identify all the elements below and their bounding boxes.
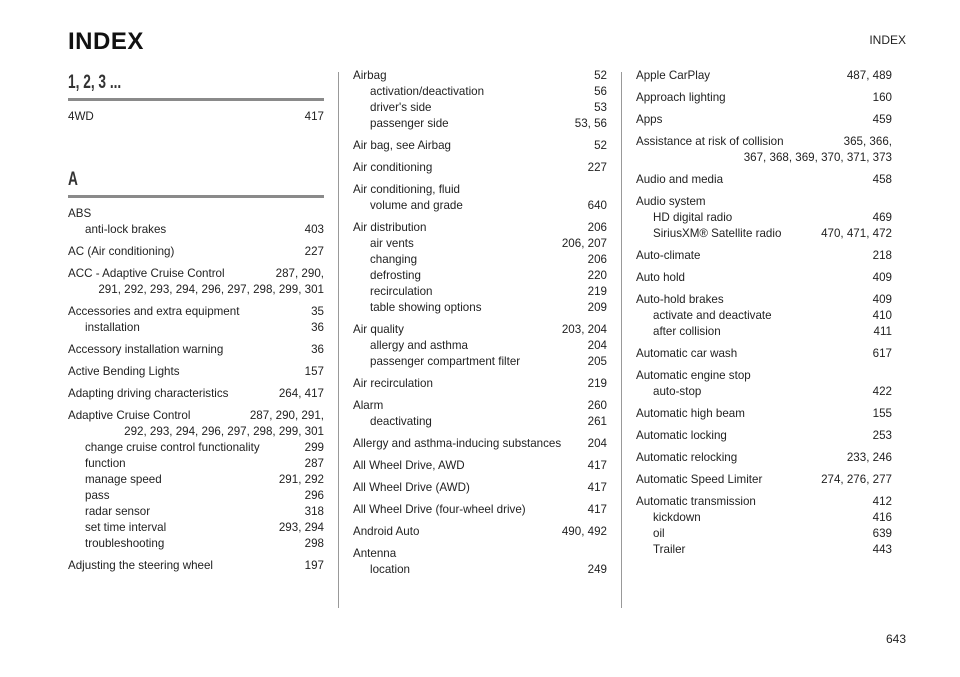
entry-term: passenger side [370, 117, 449, 130]
entry-term: Active Bending Lights [68, 365, 180, 378]
entry-pages: 233, 246 [846, 451, 892, 464]
page-number: 643 [885, 632, 906, 646]
index-entry [68, 364, 324, 380]
index-entry [636, 406, 892, 422]
index-entry [353, 376, 607, 392]
entry-term: Adaptive Cruise Control [68, 409, 191, 422]
entry-term: installation [85, 321, 140, 334]
index-entry [636, 194, 892, 242]
entry-pages: 209 [587, 301, 607, 314]
entry-term: Automatic car wash [636, 347, 738, 360]
entry-pages: 219 [587, 285, 607, 298]
entry-term: Audio and media [636, 173, 724, 186]
entry-pages: 417 [304, 110, 324, 123]
index-entry [353, 458, 607, 474]
entry-pages: 422 [872, 385, 892, 398]
entry-term: auto-stop [653, 385, 702, 398]
entry-term: location [370, 563, 410, 576]
index-entry [636, 450, 892, 466]
sub-entry [68, 320, 324, 336]
entry-term: radar sensor [85, 505, 151, 518]
entry-pages: 52 [594, 69, 607, 82]
sub-entry [636, 226, 892, 242]
entry-term: Alarm [353, 399, 384, 412]
entry-term: troubleshooting [85, 537, 165, 550]
entry-pages: 417 [587, 459, 607, 472]
index-entry [636, 68, 892, 84]
section-rule [68, 98, 324, 101]
index-entry [353, 398, 607, 430]
entry-pages: 458 [872, 173, 892, 186]
index-entry [353, 546, 607, 578]
entry-term: Adapting driving characteristics [68, 387, 229, 400]
section-heading-a: A [68, 169, 78, 190]
entry-pages: 220 [587, 269, 607, 282]
sub-entry [636, 510, 892, 526]
column-divider [621, 72, 622, 608]
entry-term: AC (Air conditioning) [68, 245, 175, 258]
entry-pages: 640 [587, 199, 607, 212]
sub-entry [68, 456, 324, 472]
index-entry [68, 342, 324, 358]
entry-pages: 293, 294 [278, 521, 324, 534]
entry-term: Allergy and asthma-inducing substances [353, 437, 562, 450]
entry-pages: 160 [872, 91, 892, 104]
entry-term: Accessory installation warning [68, 343, 224, 356]
index-entry [353, 68, 607, 132]
sub-entry [353, 284, 607, 300]
entry-pages: 53, 56 [574, 117, 607, 130]
entry-term: All Wheel Drive (AWD) [353, 481, 470, 494]
entry-term: Air recirculation [353, 377, 433, 390]
index-entry [636, 428, 892, 444]
entry-pages: 639 [872, 527, 892, 540]
column-divider [338, 72, 339, 608]
entry-term: HD digital radio [653, 211, 733, 224]
entry-pages: 417 [587, 503, 607, 516]
index-entry [353, 322, 607, 370]
entry-term: Adjusting the steering wheel [68, 559, 214, 572]
sub-entry [353, 414, 607, 430]
section-rule [68, 195, 324, 198]
entry-term: Accessories and extra equipment [68, 305, 240, 318]
index-entry [353, 220, 607, 316]
sub-entry [68, 520, 324, 536]
entry-term: Air conditioning, fluid [353, 183, 460, 196]
entry-pages: 204 [587, 339, 607, 352]
index-entry [636, 248, 892, 264]
index-entry [636, 494, 892, 558]
sub-entry [636, 308, 892, 324]
entry-pages: 205 [587, 355, 607, 368]
entry-pages-continued: 367, 368, 369, 370, 371, 373 [743, 151, 892, 164]
entry-term: Air quality [353, 323, 404, 336]
sub-entry [353, 300, 607, 316]
entry-pages: 36 [311, 321, 324, 334]
entry-pages: 203, 204 [561, 323, 607, 336]
entry-term: 4WD [68, 110, 94, 123]
entry-term: change cruise control functionality [85, 441, 260, 454]
entry-term: oil [653, 527, 665, 540]
entry-pages: 443 [872, 543, 892, 556]
entry-term: Audio system [636, 195, 706, 208]
entry-term: activate and deactivate [653, 309, 772, 322]
index-entry [353, 182, 607, 214]
index-column-3 [636, 68, 892, 564]
entry-term: changing [370, 253, 418, 266]
entry-term: Automatic transmission [636, 495, 756, 508]
index-entry [636, 292, 892, 340]
index-entry [636, 270, 892, 286]
index-entry [68, 244, 324, 260]
entry-pages: 409 [872, 271, 892, 284]
index-column-2 [353, 68, 607, 584]
entry-pages: 36 [311, 343, 324, 356]
entry-pages: 155 [872, 407, 892, 420]
entry-term: after collision [653, 325, 721, 338]
entry-term: Auto-hold brakes [636, 293, 724, 306]
entry-term: kickdown [653, 511, 701, 524]
running-header: INDEX [869, 33, 906, 47]
sub-entry [68, 472, 324, 488]
index-entry [636, 112, 892, 128]
entry-term: pass [85, 489, 110, 502]
entry-term: driver's side [370, 101, 432, 114]
index-entry [636, 90, 892, 106]
entry-pages: 490, 492 [561, 525, 607, 538]
entry-term: ACC - Adaptive Cruise Control [68, 267, 225, 280]
entry-pages: 287 [304, 457, 324, 470]
entry-pages: 218 [872, 249, 892, 262]
sub-entry [353, 100, 607, 116]
entry-term: Automatic locking [636, 429, 727, 442]
entry-term: Android Auto [353, 525, 420, 538]
entry-term: volume and grade [370, 199, 463, 212]
entry-term: Airbag [353, 69, 387, 82]
entry-term: Apps [636, 113, 663, 126]
entry-pages: 298 [304, 537, 324, 550]
index-entry [636, 134, 892, 166]
entry-term: All Wheel Drive (four-wheel drive) [353, 503, 526, 516]
entry-term: function [85, 457, 126, 470]
index-entry [636, 346, 892, 362]
entry-term: allergy and asthma [370, 339, 468, 352]
entry-pages: 206 [587, 253, 607, 266]
sub-entry [353, 198, 607, 214]
index-entry [353, 480, 607, 496]
entry-pages: 365, 366, [843, 135, 892, 148]
index-entry [68, 558, 324, 574]
entry-term: passenger compartment filter [370, 355, 521, 368]
entry-pages: 197 [304, 559, 324, 572]
entry-pages: 56 [594, 85, 607, 98]
sub-entry [68, 488, 324, 504]
entry-term: ABS [68, 207, 92, 220]
entry-pages: 53 [594, 101, 607, 114]
entry-term: set time interval [85, 521, 167, 534]
sub-entry [636, 210, 892, 226]
entry-term: activation/deactivation [370, 85, 485, 98]
entry-term: Approach lighting [636, 91, 726, 104]
index-entry [353, 502, 607, 518]
entry-pages: 296 [304, 489, 324, 502]
entry-pages: 274, 276, 277 [821, 473, 892, 486]
entry-pages: 227 [304, 245, 324, 258]
entry-pages: 35 [311, 305, 324, 318]
entry-term: Assistance at risk of collision [636, 135, 784, 148]
sub-entry [353, 84, 607, 100]
entry-pages-continued: 292, 293, 294, 296, 297, 298, 299, 301 [124, 425, 324, 438]
entry-pages: 412 [872, 495, 892, 508]
entry-term: anti-lock brakes [85, 223, 167, 236]
sub-entry [636, 542, 892, 558]
entry-pages: 318 [304, 505, 324, 518]
entry-pages: 417 [587, 481, 607, 494]
entry-term: All Wheel Drive, AWD [353, 459, 465, 472]
index-entry [68, 206, 324, 238]
entry-term: Automatic engine stop [636, 369, 751, 382]
entry-term: air vents [370, 237, 414, 250]
sub-entry [636, 526, 892, 542]
entry-term: Auto hold [636, 271, 685, 284]
entry-term: Automatic relocking [636, 451, 738, 464]
entry-pages: 411 [873, 325, 892, 338]
index-entry [636, 368, 892, 400]
entry-term: Automatic Speed Limiter [636, 473, 763, 486]
entry-pages: 157 [304, 365, 324, 378]
entry-pages: 219 [587, 377, 607, 390]
index-entry [68, 386, 324, 402]
sub-entry [353, 236, 607, 252]
entry-pages: 469 [872, 211, 892, 224]
entry-term: Air distribution [353, 221, 427, 234]
sub-entry [353, 354, 607, 370]
page-title: INDEX [68, 28, 144, 55]
entry-pages: 403 [304, 223, 324, 236]
entry-term: Apple CarPlay [636, 69, 711, 82]
index-entry [636, 172, 892, 188]
entry-pages: 287, 290, [275, 267, 324, 280]
entry-pages: 487, 489 [846, 69, 892, 82]
index-entry [353, 524, 607, 540]
sub-entry [353, 116, 607, 132]
entry-term: table showing options [370, 301, 482, 314]
entry-term: deactivating [370, 415, 432, 428]
entry-term: Air bag, see Airbag [353, 139, 451, 152]
entry-pages: 52 [594, 139, 607, 152]
entry-pages: 204 [587, 437, 607, 450]
entry-pages: 299 [304, 441, 324, 454]
entry-term: recirculation [370, 285, 433, 298]
entry-pages: 470, 471, 472 [821, 227, 892, 240]
entry-pages: 410 [872, 309, 892, 322]
entry-pages: 206 [587, 221, 607, 234]
entry-pages: 249 [587, 563, 607, 576]
entry-pages: 459 [872, 113, 892, 126]
entry-pages: 287, 290, 291, [249, 409, 324, 422]
sub-entry [353, 252, 607, 268]
entry-term: manage speed [85, 473, 162, 486]
sub-entry [68, 440, 324, 456]
entry-pages: 253 [872, 429, 892, 442]
entry-pages-continued: 291, 292, 293, 294, 296, 297, 298, 299, 301 [98, 283, 324, 296]
entry-pages: 206, 207 [561, 237, 607, 250]
section-heading-numbers: 1, 2, 3 ... [68, 72, 122, 93]
entry-term: Automatic high beam [636, 407, 745, 420]
entry-term: Antenna [353, 547, 397, 560]
sub-entry [636, 324, 892, 340]
entry-pages: 260 [587, 399, 607, 412]
entry-term: Air conditioning [353, 161, 433, 174]
entry-pages: 291, 292 [278, 473, 324, 486]
index-entry [353, 160, 607, 176]
sub-entry [636, 384, 892, 400]
entry-pages: 409 [872, 293, 892, 306]
index-entry [68, 266, 324, 298]
sub-entry [68, 504, 324, 520]
index-entry [353, 436, 607, 452]
entry-pages: 264, 417 [278, 387, 324, 400]
entry-pages: 617 [872, 347, 892, 360]
entry-pages: 227 [587, 161, 607, 174]
sub-entry [353, 268, 607, 284]
entry-pages: 261 [587, 415, 607, 428]
sub-entry [353, 338, 607, 354]
index-column-1 [68, 68, 324, 580]
sub-entry [353, 562, 607, 578]
index-entry [353, 138, 607, 154]
entry-term: Auto-climate [636, 249, 701, 262]
sub-entry [68, 222, 324, 238]
index-entry [68, 109, 324, 125]
entry-term: Trailer [653, 543, 686, 556]
index-entry [68, 304, 324, 336]
index-entry [636, 472, 892, 488]
index-entry [68, 408, 324, 552]
entry-pages: 416 [872, 511, 892, 524]
entry-term: defrosting [370, 269, 421, 282]
sub-entry [68, 536, 324, 552]
entry-term: SiriusXM® Satellite radio [653, 227, 782, 240]
